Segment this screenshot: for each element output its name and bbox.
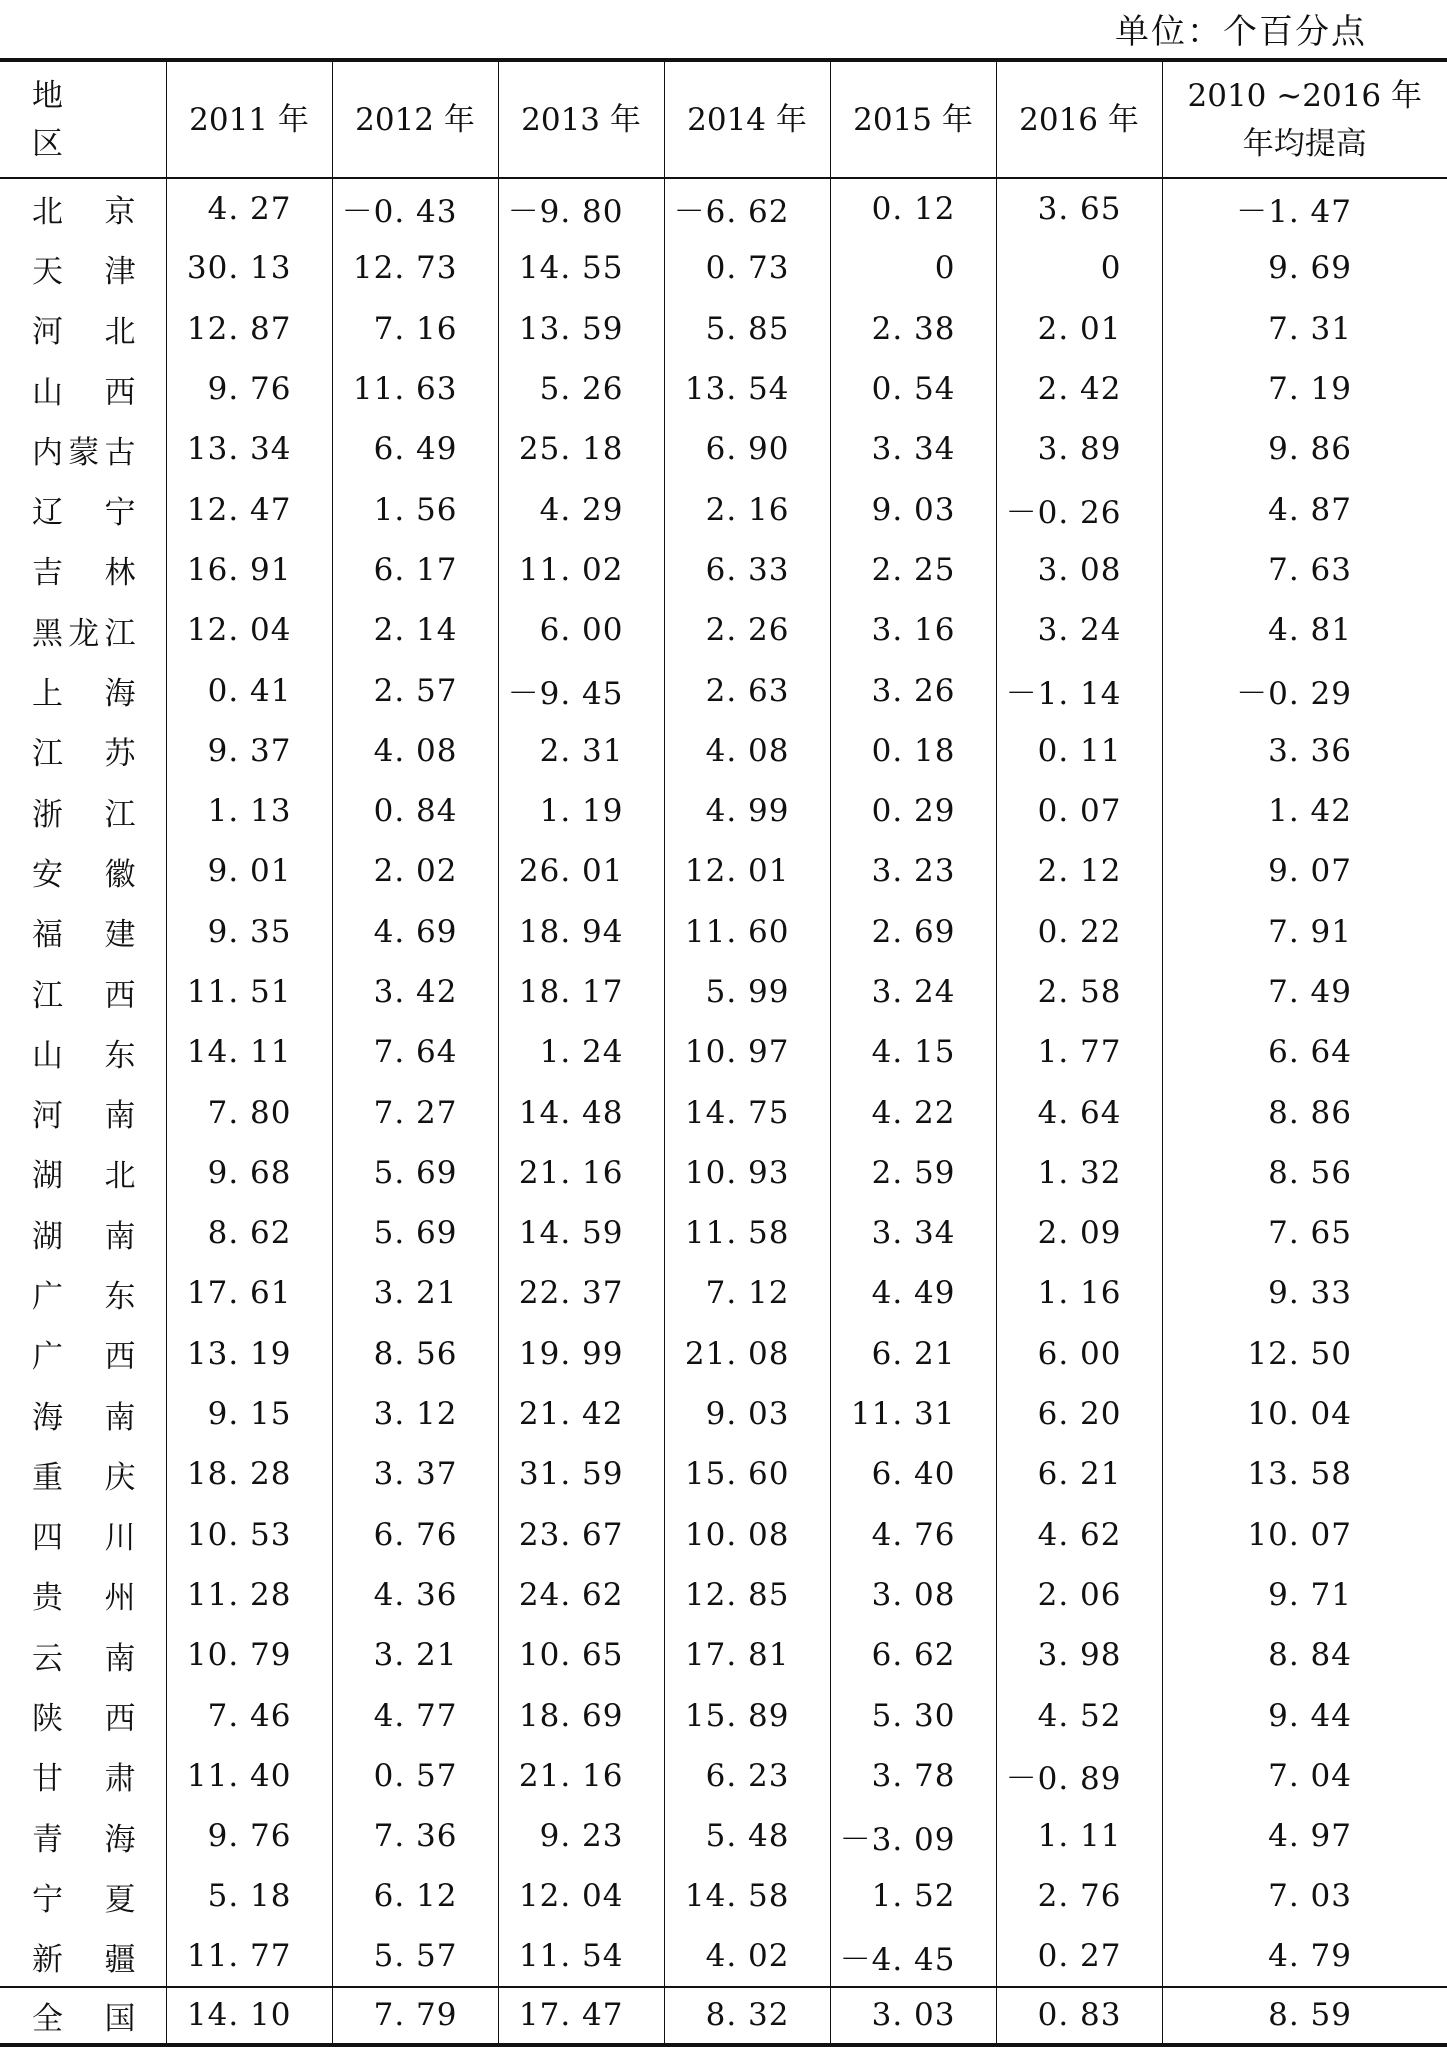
value-cell: 0. 54 — [830, 359, 996, 419]
value-cell: 14. 55 — [498, 238, 664, 298]
value-cell: 4. 62 — [996, 1505, 1162, 1565]
value-cell: 1. 56 — [332, 479, 498, 539]
value-cell: 3. 08 — [830, 1565, 996, 1625]
value-cell: 0. 27 — [996, 1927, 1162, 1987]
value-cell: 9. 44 — [1162, 1685, 1447, 1745]
value-cell: 4. 87 — [1162, 479, 1447, 539]
value-cell: 5. 69 — [332, 1143, 498, 1203]
value-cell: 2. 12 — [996, 841, 1162, 901]
value-cell: 4. 69 — [332, 902, 498, 962]
region-name: 广东 — [32, 1278, 136, 1315]
value-cell: 3. 26 — [830, 660, 996, 720]
table-row — [0, 1082, 1447, 1142]
value-cell: 5. 57 — [332, 1927, 498, 1987]
table-row — [0, 359, 1447, 419]
table-header — [0, 60, 1447, 178]
value-cell: 4. 52 — [996, 1685, 1162, 1745]
value-cell: 0. 57 — [332, 1746, 498, 1806]
region-name: 安徽 — [32, 856, 136, 893]
value-cell: 6. 40 — [830, 1444, 996, 1504]
region-name: 湖北 — [32, 1158, 136, 1195]
value-cell: 22. 37 — [498, 1263, 664, 1323]
value-cell: 2. 76 — [996, 1866, 1162, 1926]
region-name: 山东 — [32, 1037, 136, 1074]
value-cell: 11. 77 — [166, 1927, 332, 1987]
value-cell: 11. 51 — [166, 962, 332, 1022]
value-cell: 3. 08 — [996, 540, 1162, 600]
value-cell: 5. 48 — [664, 1806, 830, 1866]
value-cell: 21. 16 — [498, 1746, 664, 1806]
table-row — [0, 419, 1447, 479]
value-cell: 4. 76 — [830, 1505, 996, 1565]
table-row — [0, 1384, 1447, 1444]
value-cell: 7. 80 — [166, 1082, 332, 1142]
value-cell: 4. 02 — [664, 1927, 830, 1987]
value-cell: 4. 22 — [830, 1082, 996, 1142]
value-cell: 31. 59 — [498, 1444, 664, 1504]
value-cell: －6. 62 — [664, 178, 830, 238]
table-row — [0, 540, 1447, 600]
value-cell: 0. 83 — [996, 1987, 1162, 2045]
table-footer — [0, 1987, 1447, 2045]
value-cell: 12. 47 — [166, 479, 332, 539]
value-cell: 10. 97 — [664, 1022, 830, 1082]
table-row — [0, 962, 1447, 1022]
table-row — [0, 1143, 1447, 1203]
value-cell: 5. 26 — [498, 359, 664, 419]
region-name: 黑龙江 — [32, 615, 136, 652]
table-row — [0, 1324, 1447, 1384]
value-cell: 14. 59 — [498, 1203, 664, 1263]
value-cell: 12. 85 — [664, 1565, 830, 1625]
value-cell: 11. 02 — [498, 540, 664, 600]
value-cell: 4. 64 — [996, 1082, 1162, 1142]
value-cell: 11. 40 — [166, 1746, 332, 1806]
value-cell: 5. 85 — [664, 299, 830, 359]
value-cell: 13. 58 — [1162, 1444, 1447, 1504]
value-cell: 7. 31 — [1162, 299, 1447, 359]
value-cell: 11. 58 — [664, 1203, 830, 1263]
value-cell: 21. 08 — [664, 1324, 830, 1384]
region-name: 陕西 — [32, 1701, 136, 1738]
value-cell: 11. 54 — [498, 1927, 664, 1987]
region-name: 河南 — [32, 1098, 136, 1135]
value-cell: 13. 34 — [166, 419, 332, 479]
value-cell: 4. 08 — [332, 721, 498, 781]
value-cell: 2. 02 — [332, 841, 498, 901]
region-name: 湖南 — [32, 1218, 136, 1255]
value-cell: 9. 03 — [664, 1384, 830, 1444]
value-cell: －4. 45 — [830, 1927, 996, 1987]
table-row — [0, 1746, 1447, 1806]
value-cell: 14. 11 — [166, 1022, 332, 1082]
value-cell: 10. 04 — [1162, 1384, 1447, 1444]
header-col-5: 2015 年 — [830, 60, 996, 178]
value-cell: 6. 17 — [332, 540, 498, 600]
header-col-2: 2012 年 — [332, 60, 498, 178]
table-row — [0, 299, 1447, 359]
value-cell: 12. 01 — [664, 841, 830, 901]
region-name: 重庆 — [32, 1459, 136, 1496]
value-cell: 9. 01 — [166, 841, 332, 901]
table-row — [0, 600, 1447, 660]
value-cell: 7. 64 — [332, 1022, 498, 1082]
value-cell: 4. 77 — [332, 1685, 498, 1745]
value-cell: 0. 41 — [166, 660, 332, 720]
value-cell: 3. 21 — [332, 1625, 498, 1685]
value-cell: 4. 81 — [1162, 600, 1447, 660]
value-cell: 0. 12 — [830, 178, 996, 238]
value-cell: 7. 79 — [332, 1987, 498, 2045]
value-cell: 2. 38 — [830, 299, 996, 359]
value-cell: 25. 18 — [498, 419, 664, 479]
table-row — [0, 178, 1447, 238]
value-cell: 4. 15 — [830, 1022, 996, 1082]
value-cell: 2. 14 — [332, 600, 498, 660]
value-cell: 16. 91 — [166, 540, 332, 600]
value-cell: 2. 59 — [830, 1143, 996, 1203]
value-cell: 0. 11 — [996, 721, 1162, 781]
table-row — [0, 238, 1447, 298]
value-cell: 14. 48 — [498, 1082, 664, 1142]
value-cell: 12. 04 — [166, 600, 332, 660]
region-name: 吉林 — [32, 555, 136, 592]
value-cell: 7. 16 — [332, 299, 498, 359]
value-cell: －1. 14 — [996, 660, 1162, 720]
value-cell: 10. 53 — [166, 1505, 332, 1565]
value-cell: 4. 79 — [1162, 1927, 1447, 1987]
table-row — [0, 1263, 1447, 1323]
value-cell: 15. 60 — [664, 1444, 830, 1504]
value-cell: 19. 99 — [498, 1324, 664, 1384]
value-cell: 7. 91 — [1162, 902, 1447, 962]
value-cell: 2. 25 — [830, 540, 996, 600]
value-cell: 8. 86 — [1162, 1082, 1447, 1142]
region-name: 浙江 — [32, 796, 136, 833]
value-cell: 26. 01 — [498, 841, 664, 901]
value-cell: 8. 84 — [1162, 1625, 1447, 1685]
value-cell: 17. 81 — [664, 1625, 830, 1685]
value-cell: 2. 09 — [996, 1203, 1162, 1263]
table-row — [0, 1444, 1447, 1504]
value-cell: 9. 71 — [1162, 1565, 1447, 1625]
value-cell: －1. 47 — [1162, 178, 1447, 238]
table-row — [0, 1927, 1447, 1987]
unit-label: 单位：个百分点 — [1115, 12, 1367, 52]
header-col-6: 2016 年 — [996, 60, 1162, 178]
value-cell: 18. 28 — [166, 1444, 332, 1504]
value-cell: 6. 00 — [498, 600, 664, 660]
value-cell: 3. 98 — [996, 1625, 1162, 1685]
value-cell: 2. 26 — [664, 600, 830, 660]
region-name: 山西 — [32, 374, 136, 411]
value-cell: 2. 42 — [996, 359, 1162, 419]
value-cell: 2. 31 — [498, 721, 664, 781]
value-cell: 10. 07 — [1162, 1505, 1447, 1565]
value-cell: 3. 12 — [332, 1384, 498, 1444]
table-body — [0, 178, 1447, 1987]
value-cell: 11. 60 — [664, 902, 830, 962]
value-cell: 10. 08 — [664, 1505, 830, 1565]
value-cell: 0. 73 — [664, 238, 830, 298]
value-cell: 6. 90 — [664, 419, 830, 479]
value-cell: 6. 20 — [996, 1384, 1162, 1444]
value-cell: 4. 29 — [498, 479, 664, 539]
value-cell: 8. 56 — [1162, 1143, 1447, 1203]
value-cell: 4. 99 — [664, 781, 830, 841]
value-cell: 9. 76 — [166, 1806, 332, 1866]
value-cell: 14. 10 — [166, 1987, 332, 2045]
value-cell: 1. 13 — [166, 781, 332, 841]
value-cell: 2. 01 — [996, 299, 1162, 359]
value-cell: 4. 08 — [664, 721, 830, 781]
value-cell: 3. 89 — [996, 419, 1162, 479]
value-cell: 1. 16 — [996, 1263, 1162, 1323]
value-cell: 10. 93 — [664, 1143, 830, 1203]
value-cell: 17. 61 — [166, 1263, 332, 1323]
table-row — [0, 1866, 1447, 1926]
value-cell: 2. 63 — [664, 660, 830, 720]
value-cell: 5. 69 — [332, 1203, 498, 1263]
value-cell: 2. 69 — [830, 902, 996, 962]
region-name: 江西 — [32, 977, 136, 1014]
value-cell: 7. 46 — [166, 1685, 332, 1745]
value-cell: 8. 32 — [664, 1987, 830, 2045]
value-cell: 18. 17 — [498, 962, 664, 1022]
value-cell: 14. 58 — [664, 1866, 830, 1926]
value-cell: －0. 89 — [996, 1746, 1162, 1806]
value-cell: 9. 37 — [166, 721, 332, 781]
value-cell: 2. 16 — [664, 479, 830, 539]
value-cell: 9. 07 — [1162, 841, 1447, 901]
value-cell: 9. 15 — [166, 1384, 332, 1444]
value-cell: 3. 37 — [332, 1444, 498, 1504]
header-col-3: 2013 年 — [498, 60, 664, 178]
value-cell: 2. 57 — [332, 660, 498, 720]
value-cell: 18. 94 — [498, 902, 664, 962]
value-cell: 8. 56 — [332, 1324, 498, 1384]
value-cell: 1. 19 — [498, 781, 664, 841]
region-name: 上海 — [32, 676, 136, 713]
table-row — [0, 660, 1447, 720]
value-cell: 3. 34 — [830, 1203, 996, 1263]
header-col-4: 2014 年 — [664, 60, 830, 178]
value-cell: 1. 24 — [498, 1022, 664, 1082]
value-cell: 7. 65 — [1162, 1203, 1447, 1263]
table-row — [0, 1022, 1447, 1082]
value-cell: 12. 50 — [1162, 1324, 1447, 1384]
header-col-1: 2011 年 — [166, 60, 332, 178]
value-cell: 8. 59 — [1162, 1987, 1447, 2045]
value-cell: 7. 63 — [1162, 540, 1447, 600]
value-cell: 2. 06 — [996, 1565, 1162, 1625]
value-cell: 4. 27 — [166, 178, 332, 238]
value-cell: 6. 21 — [830, 1324, 996, 1384]
value-cell: 9. 76 — [166, 359, 332, 419]
value-cell: 10. 79 — [166, 1625, 332, 1685]
value-cell: 12. 04 — [498, 1866, 664, 1926]
value-cell: 7. 49 — [1162, 962, 1447, 1022]
value-cell: 6. 21 — [996, 1444, 1162, 1504]
region-name: 福建 — [32, 917, 136, 954]
value-cell: 12. 87 — [166, 299, 332, 359]
table-row — [0, 721, 1447, 781]
table-row — [0, 479, 1447, 539]
value-cell: －0. 26 — [996, 479, 1162, 539]
value-cell: 7. 04 — [1162, 1746, 1447, 1806]
value-cell: 6. 12 — [332, 1866, 498, 1926]
value-cell: 3. 21 — [332, 1263, 498, 1323]
value-cell: 3. 36 — [1162, 721, 1447, 781]
value-cell: 14. 75 — [664, 1082, 830, 1142]
value-cell: 9. 35 — [166, 902, 332, 962]
value-cell: 3. 65 — [996, 178, 1162, 238]
value-cell: 13. 19 — [166, 1324, 332, 1384]
value-cell: 9. 03 — [830, 479, 996, 539]
value-cell: 4. 49 — [830, 1263, 996, 1323]
region-name: 内蒙古 — [32, 434, 136, 471]
table-row — [0, 1203, 1447, 1263]
value-cell: 7. 03 — [1162, 1866, 1447, 1926]
header-region: 地 区 — [0, 60, 166, 178]
region-name: 全国 — [32, 2000, 136, 2037]
header-row — [0, 60, 1447, 178]
region-name: 河北 — [32, 314, 136, 351]
value-cell: 3. 78 — [830, 1746, 996, 1806]
region-name: 新疆 — [32, 1941, 136, 1978]
value-cell: 30. 13 — [166, 238, 332, 298]
value-cell: 5. 99 — [664, 962, 830, 1022]
value-cell: 7. 27 — [332, 1082, 498, 1142]
value-cell: 12. 73 — [332, 238, 498, 298]
value-cell: 21. 42 — [498, 1384, 664, 1444]
value-cell: 1. 52 — [830, 1866, 996, 1926]
value-cell: 6. 76 — [332, 1505, 498, 1565]
value-cell: 13. 59 — [498, 299, 664, 359]
table-row — [0, 1565, 1447, 1625]
value-cell: －9. 45 — [498, 660, 664, 720]
value-cell: 9. 86 — [1162, 419, 1447, 479]
header-col-7: 2010 ~2016 年 年均提高 — [1162, 60, 1447, 178]
value-cell: 5. 18 — [166, 1866, 332, 1926]
value-cell: 0. 84 — [332, 781, 498, 841]
value-cell: －9. 80 — [498, 178, 664, 238]
value-cell: －3. 09 — [830, 1806, 996, 1866]
value-cell: 21. 16 — [498, 1143, 664, 1203]
region-name: 青海 — [32, 1821, 136, 1858]
region-name: 广西 — [32, 1339, 136, 1376]
value-cell: 1. 32 — [996, 1143, 1162, 1203]
region-name: 四川 — [32, 1520, 136, 1557]
value-cell: －0. 29 — [1162, 660, 1447, 720]
value-cell: 7. 19 — [1162, 359, 1447, 419]
total-row — [0, 1987, 1447, 2045]
value-cell: 0. 18 — [830, 721, 996, 781]
region-name: 宁夏 — [32, 1881, 136, 1918]
region-name: 海南 — [32, 1399, 136, 1436]
table-row — [0, 902, 1447, 962]
table-row — [0, 1505, 1447, 1565]
region-name: 辽宁 — [32, 495, 136, 532]
value-cell: 7. 36 — [332, 1806, 498, 1866]
value-cell: 0. 07 — [996, 781, 1162, 841]
value-cell: 4. 97 — [1162, 1806, 1447, 1866]
value-cell: 3. 42 — [332, 962, 498, 1022]
value-cell: 9. 23 — [498, 1806, 664, 1866]
value-cell: 0 — [996, 238, 1162, 298]
value-cell: 0. 22 — [996, 902, 1162, 962]
table-row — [0, 781, 1447, 841]
value-cell: 6. 49 — [332, 419, 498, 479]
table-row — [0, 1625, 1447, 1685]
value-cell: 13. 54 — [664, 359, 830, 419]
value-cell: 8. 62 — [166, 1203, 332, 1263]
value-cell: 24. 62 — [498, 1565, 664, 1625]
value-cell: 3. 24 — [830, 962, 996, 1022]
value-cell: 3. 23 — [830, 841, 996, 901]
data-table — [0, 58, 1447, 2047]
value-cell: 11. 28 — [166, 1565, 332, 1625]
value-cell: 3. 34 — [830, 419, 996, 479]
region-name: 天津 — [32, 253, 136, 290]
value-cell: 5. 30 — [830, 1685, 996, 1745]
region-name: 贵州 — [32, 1580, 136, 1617]
value-cell: 10. 65 — [498, 1625, 664, 1685]
value-cell: 9. 69 — [1162, 238, 1447, 298]
region-name: 云南 — [32, 1640, 136, 1677]
value-cell: 9. 33 — [1162, 1263, 1447, 1323]
table-row — [0, 1685, 1447, 1745]
value-cell: 15. 89 — [664, 1685, 830, 1745]
value-cell: 1. 11 — [996, 1806, 1162, 1866]
value-cell: 6. 23 — [664, 1746, 830, 1806]
value-cell: 17. 47 — [498, 1987, 664, 2045]
value-cell: 6. 64 — [1162, 1022, 1447, 1082]
value-cell: 0 — [830, 238, 996, 298]
value-cell: 6. 33 — [664, 540, 830, 600]
value-cell: 11. 63 — [332, 359, 498, 419]
value-cell: 9. 68 — [166, 1143, 332, 1203]
table-row — [0, 841, 1447, 901]
value-cell: 2. 58 — [996, 962, 1162, 1022]
value-cell: 7. 12 — [664, 1263, 830, 1323]
value-cell: 0. 29 — [830, 781, 996, 841]
region-name: 江苏 — [32, 736, 136, 773]
value-cell: 18. 69 — [498, 1685, 664, 1745]
value-cell: 1. 42 — [1162, 781, 1447, 841]
value-cell: 4. 36 — [332, 1565, 498, 1625]
value-cell: 1. 77 — [996, 1022, 1162, 1082]
table-row — [0, 1806, 1447, 1866]
value-cell: 11. 31 — [830, 1384, 996, 1444]
value-cell: 3. 24 — [996, 600, 1162, 660]
value-cell: 3. 03 — [830, 1987, 996, 2045]
value-cell: 6. 62 — [830, 1625, 996, 1685]
region-name: 北京 — [32, 194, 136, 231]
value-cell: 6. 00 — [996, 1324, 1162, 1384]
value-cell: 23. 67 — [498, 1505, 664, 1565]
value-cell: 3. 16 — [830, 600, 996, 660]
value-cell: －0. 43 — [332, 178, 498, 238]
region-name: 甘肃 — [32, 1761, 136, 1798]
